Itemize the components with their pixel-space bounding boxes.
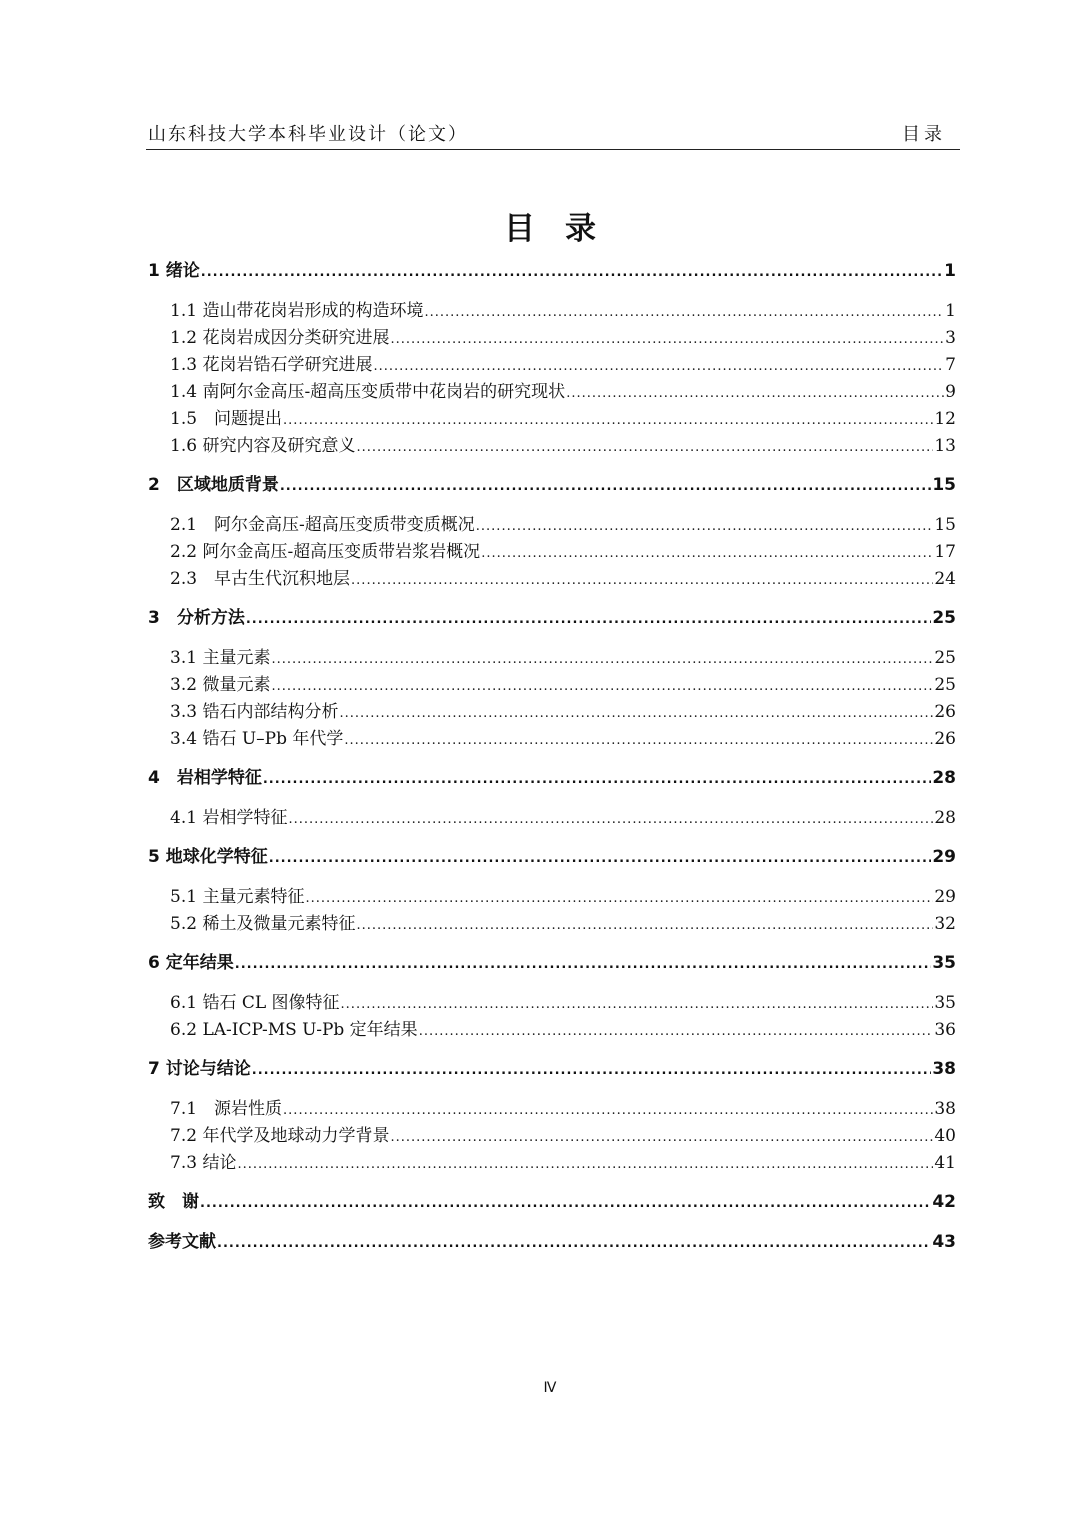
toc-page-number: 7: [945, 355, 956, 375]
toc-section-title: 3.4 锆石 U–Pb 年代学: [170, 729, 344, 749]
toc-page-number: 15: [932, 475, 956, 495]
header-section-name: 目录: [902, 124, 946, 145]
toc-chapter-title: 6 定年结果: [148, 953, 234, 973]
toc-section-title: 1.2 花岗岩成因分类研究进展: [170, 328, 390, 348]
toc-section-entry[interactable]: [148, 1148, 956, 1175]
toc-page-number: 26: [934, 702, 956, 722]
toc-leader-dots: [476, 519, 934, 534]
toc-heading: [0, 203, 1075, 248]
toc-leader-dots: [280, 479, 931, 494]
toc-section-entry[interactable]: [148, 882, 956, 909]
toc-section-entry[interactable]: [148, 377, 956, 404]
toc-page-number: 32: [934, 914, 956, 934]
toc-chapter-title: 2 区域地质背景: [148, 475, 279, 495]
toc-page-number: 17: [934, 542, 956, 562]
toc-section-title: 7.2 年代学及地球动力学背景: [170, 1126, 390, 1146]
toc-page-number: 12: [934, 409, 956, 429]
toc-leader-dots: [424, 305, 944, 320]
toc-page-number: 40: [934, 1126, 956, 1146]
toc-page-number: 25: [934, 675, 956, 695]
toc-section-title: 5.2 稀土及微量元素特征: [170, 914, 356, 934]
toc-section-entry[interactable]: [148, 1015, 956, 1042]
toc-chapter-title: 参考文献: [148, 1232, 216, 1252]
toc-section-entry[interactable]: [148, 803, 956, 830]
toc-section-title: 2.3 早古生代沉积地层: [170, 569, 351, 589]
toc-section-title: 3.3 锆石内部结构分析: [170, 702, 339, 722]
toc-heading-char-2: 录: [565, 211, 596, 247]
toc-chapter-title: 1 绪论: [148, 261, 200, 281]
toc-chapter-entry[interactable]: [148, 842, 956, 869]
toc-leader-dots: [344, 733, 933, 748]
toc-page-number: 28: [934, 808, 956, 828]
toc-page-number: 26: [934, 729, 956, 749]
toc-heading-char-1: 目: [504, 211, 535, 247]
toc-section-entry[interactable]: [148, 697, 956, 724]
toc-page-number: 24: [934, 569, 956, 589]
toc-chapter-entry[interactable]: [148, 1054, 956, 1081]
toc-page-number: 13: [934, 436, 956, 456]
toc-section-title: 1.1 造山带花岗岩形成的构造环境: [170, 301, 424, 321]
toc-section-title: 5.1 主量元素特征: [170, 887, 305, 907]
toc-section-entry[interactable]: [148, 564, 956, 591]
toc-page-number: 25: [934, 648, 956, 668]
toc-page-number: 42: [932, 1192, 956, 1212]
toc-page-number: 1: [944, 261, 956, 281]
toc-section-entry[interactable]: [148, 296, 956, 323]
toc-leader-dots: [351, 573, 933, 588]
toc-section-title: 1.6 研究内容及研究意义: [170, 436, 356, 456]
toc-page-number: 29: [932, 847, 956, 867]
toc-section-entry[interactable]: [148, 988, 956, 1015]
toc-leader-dots: [339, 706, 933, 721]
toc-chapter-entry[interactable]: [148, 1227, 956, 1254]
toc-leader-dots: [263, 772, 931, 787]
toc-leader-dots: [356, 918, 933, 933]
toc-section-title: 1.5 问题提出: [170, 409, 283, 429]
toc-chapter-title: 3 分析方法: [148, 608, 245, 628]
toc-page-number: 1: [945, 301, 956, 321]
toc-leader-dots: [390, 332, 944, 347]
toc-leader-dots: [341, 997, 934, 1012]
toc-page-number: 38: [932, 1059, 956, 1079]
toc-chapter-entry[interactable]: [148, 763, 956, 790]
toc-leader-dots: [200, 1196, 931, 1211]
toc-page-number: 9: [945, 382, 956, 402]
toc-leader-dots: [201, 265, 943, 280]
table-of-contents: [148, 256, 956, 1267]
toc-section-title: 1.3 花岗岩锆石学研究进展: [170, 355, 373, 375]
toc-leader-dots: [252, 1063, 932, 1078]
toc-leader-dots: [356, 440, 933, 455]
toc-section-title: 4.1 岩相学特征: [170, 808, 288, 828]
toc-section-entry[interactable]: [148, 643, 956, 670]
toc-page-number: 36: [934, 1020, 956, 1040]
page-number: Ⅳ: [543, 1380, 557, 1396]
toc-page-number: 15: [934, 515, 956, 535]
toc-section-title: 2.2 阿尔金高压-超高压变质带岩浆岩概况: [170, 542, 481, 562]
toc-page-number: 41: [934, 1153, 956, 1173]
toc-leader-dots: [373, 359, 944, 374]
toc-chapter-title: 致 谢: [148, 1192, 199, 1212]
toc-leader-dots: [271, 652, 933, 667]
toc-leader-dots: [305, 891, 933, 906]
toc-section-title: 6.1 锆石 CL 图像特征: [170, 993, 340, 1013]
toc-chapter-title: 4 岩相学特征: [148, 768, 262, 788]
toc-leader-dots: [390, 1130, 933, 1145]
toc-section-entry[interactable]: [148, 1094, 956, 1121]
toc-section-title: 7.3 结论: [170, 1153, 237, 1173]
toc-section-entry[interactable]: [148, 909, 956, 936]
toc-page-number: 25: [932, 608, 956, 628]
toc-chapter-entry[interactable]: [148, 256, 956, 283]
toc-leader-dots: [288, 812, 933, 827]
toc-leader-dots: [271, 679, 933, 694]
toc-leader-dots: [419, 1024, 934, 1039]
toc-section-title: 2.1 阿尔金高压-超高压变质带变质概况: [170, 515, 475, 535]
toc-section-title: 3.2 微量元素: [170, 675, 271, 695]
toc-page-number: 29: [934, 887, 956, 907]
toc-page-number: 3: [945, 328, 956, 348]
toc-chapter-entry[interactable]: [148, 1187, 956, 1214]
toc-section-title: 3.1 主量元素: [170, 648, 271, 668]
toc-section-entry[interactable]: [148, 431, 956, 458]
toc-leader-dots: [283, 413, 933, 428]
toc-leader-dots: [566, 386, 944, 401]
toc-section-entry[interactable]: [148, 510, 956, 537]
toc-leader-dots: [217, 1236, 931, 1251]
toc-leader-dots: [283, 1103, 933, 1118]
toc-section-entry[interactable]: [148, 724, 956, 751]
toc-section-title: 6.2 LA-ICP-MS U-Pb 定年结果: [170, 1020, 418, 1040]
toc-section-title: 1.4 南阿尔金高压-超高压变质带中花岗岩的研究现状: [170, 382, 566, 402]
toc-section-title: 7.1 源岩性质: [170, 1099, 283, 1119]
header-thesis-title: 山东科技大学本科毕业设计（论文）: [148, 124, 468, 145]
toc-leader-dots: [237, 1157, 933, 1172]
toc-section-entry[interactable]: [148, 350, 956, 377]
page-header: [146, 118, 960, 150]
toc-leader-dots: [235, 957, 932, 972]
toc-page-number: 28: [932, 768, 956, 788]
toc-page-number: 35: [932, 953, 956, 973]
toc-chapter-entry[interactable]: [148, 470, 956, 497]
toc-leader-dots: [269, 851, 932, 866]
toc-page-number: 38: [934, 1099, 956, 1119]
toc-chapter-entry[interactable]: [148, 948, 956, 975]
toc-page-number: 35: [934, 993, 956, 1013]
toc-section-entry[interactable]: [148, 323, 956, 350]
toc-leader-dots: [246, 612, 931, 627]
toc-page-number: 43: [932, 1232, 956, 1252]
toc-section-entry[interactable]: [148, 404, 956, 431]
toc-chapter-title: 7 讨论与结论: [148, 1059, 251, 1079]
toc-section-entry[interactable]: [148, 670, 956, 697]
toc-section-entry[interactable]: [148, 1121, 956, 1148]
toc-leader-dots: [481, 546, 933, 561]
toc-section-entry[interactable]: [148, 537, 956, 564]
toc-chapter-entry[interactable]: [148, 603, 956, 630]
toc-chapter-title: 5 地球化学特征: [148, 847, 268, 867]
